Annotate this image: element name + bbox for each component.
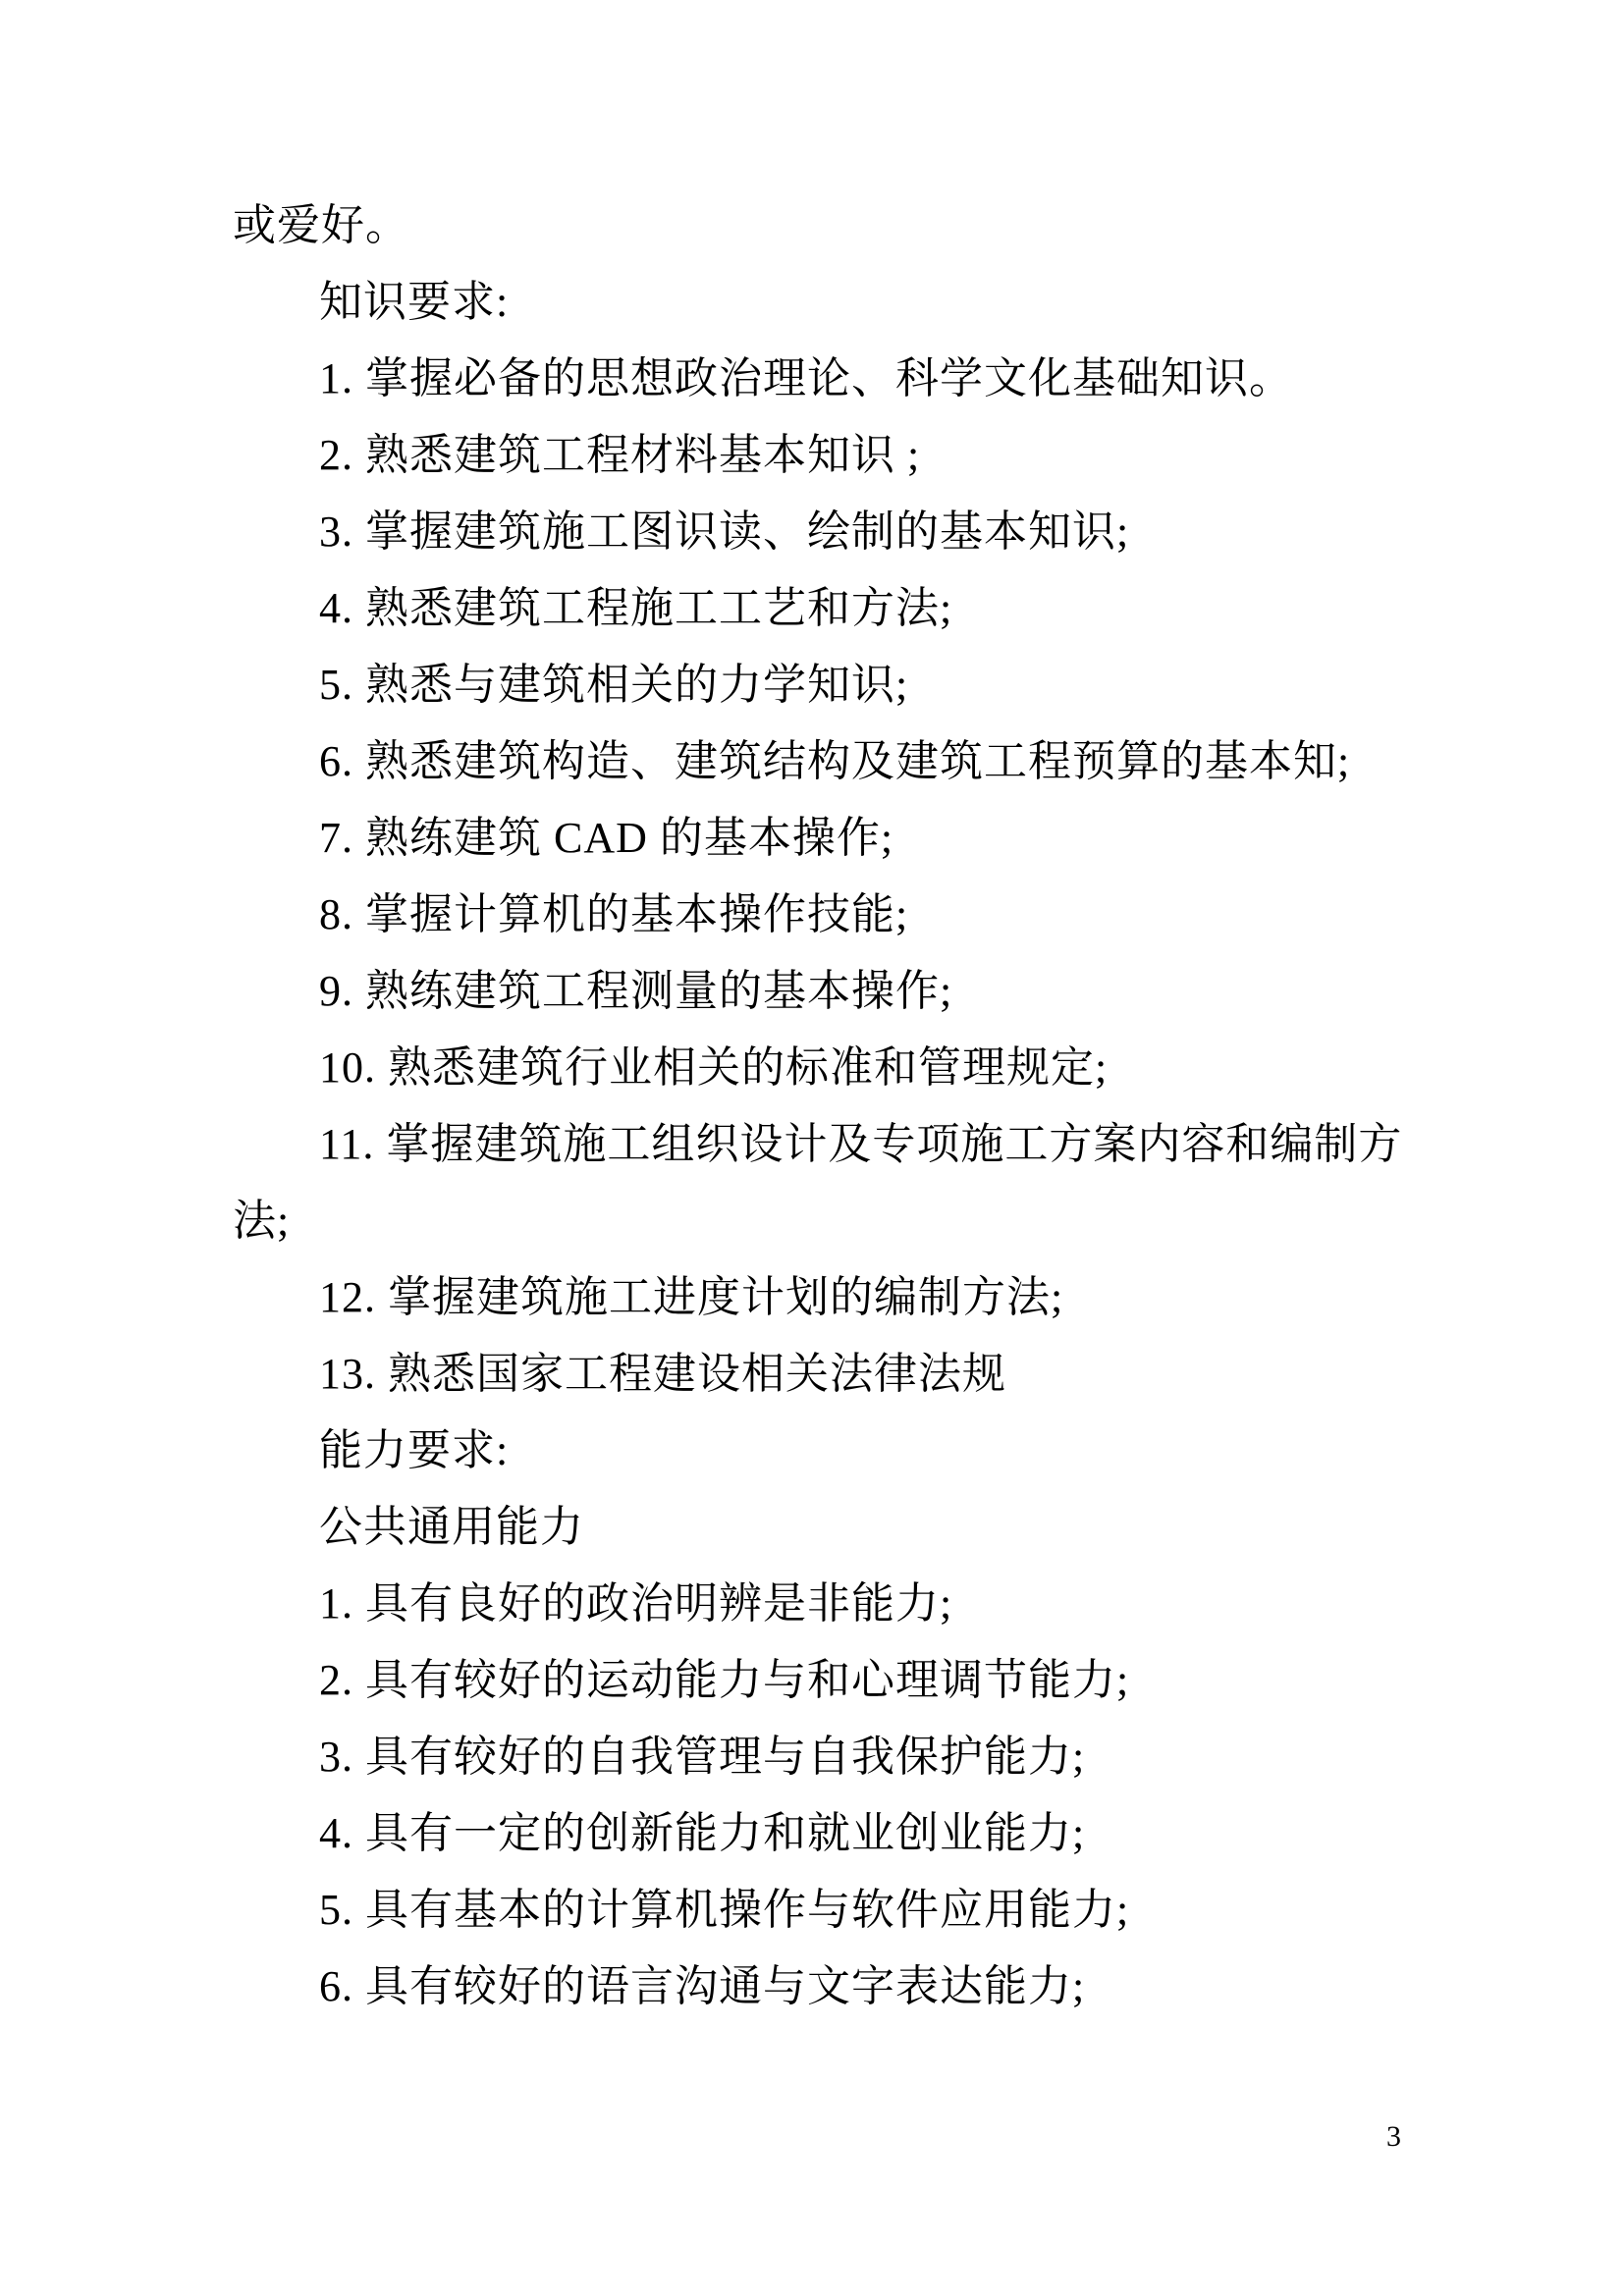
text-line-3: 1. 掌握必备的思想政治理论、科学文化基础知识。	[319, 354, 1293, 402]
text-line-1: 或爱好。	[233, 201, 409, 249]
document-body	[233, 187, 1401, 2025]
text-line-2: 知识要求:	[319, 278, 510, 326]
text-line-7: 5. 熟悉与建筑相关的力学知识;	[319, 661, 909, 709]
text-line-4: 2. 熟悉建筑工程材料基本知识 ;	[319, 431, 921, 479]
text-line-18: 公共通用能力	[319, 1503, 584, 1551]
text-line-5: 3. 掌握建筑施工图识读、绘制的基本知识;	[319, 507, 1130, 556]
text-line-19: 1. 具有良好的政治明辨是非能力;	[319, 1579, 953, 1628]
text-line-23: 5. 具有基本的计算机操作与软件应用能力;	[319, 1886, 1130, 1934]
text-line-24: 6. 具有较好的语言沟通与文字表达能力;	[319, 1962, 1086, 2010]
text-line-6: 4. 熟悉建筑工程施工工艺和方法;	[319, 584, 953, 632]
text-line-13: 11. 掌握建筑施工组织设计及专项施工方案内容和编制方	[319, 1120, 1403, 1168]
page-number: 3	[1386, 2120, 1401, 2153]
text-line-16: 13. 熟悉国家工程建设相关法律法规	[319, 1350, 1006, 1398]
text-line-12: 10. 熟悉建筑行业相关的标准和管理规定;	[319, 1043, 1109, 1092]
text-line-20: 2. 具有较好的运动能力与和心理调节能力;	[319, 1656, 1130, 1704]
text-line-11: 9. 熟练建筑工程测量的基本操作;	[319, 967, 953, 1015]
text-line-21: 3. 具有较好的自我管理与自我保护能力;	[319, 1733, 1086, 1781]
text-line-17: 能力要求:	[319, 1426, 510, 1474]
text-line-9: 7. 熟练建筑 CAD 的基本操作;	[319, 814, 894, 862]
text-line-15: 12. 掌握建筑施工进度计划的编制方法;	[319, 1273, 1064, 1321]
text-line-22: 4. 具有一定的创新能力和就业创业能力;	[319, 1809, 1086, 1857]
text-line-14: 法;	[233, 1197, 291, 1245]
text-line-8: 6. 熟悉建筑构造、建筑结构及建筑工程预算的基本知;	[319, 737, 1351, 785]
text-line-10: 8. 掌握计算机的基本操作技能;	[319, 890, 909, 938]
